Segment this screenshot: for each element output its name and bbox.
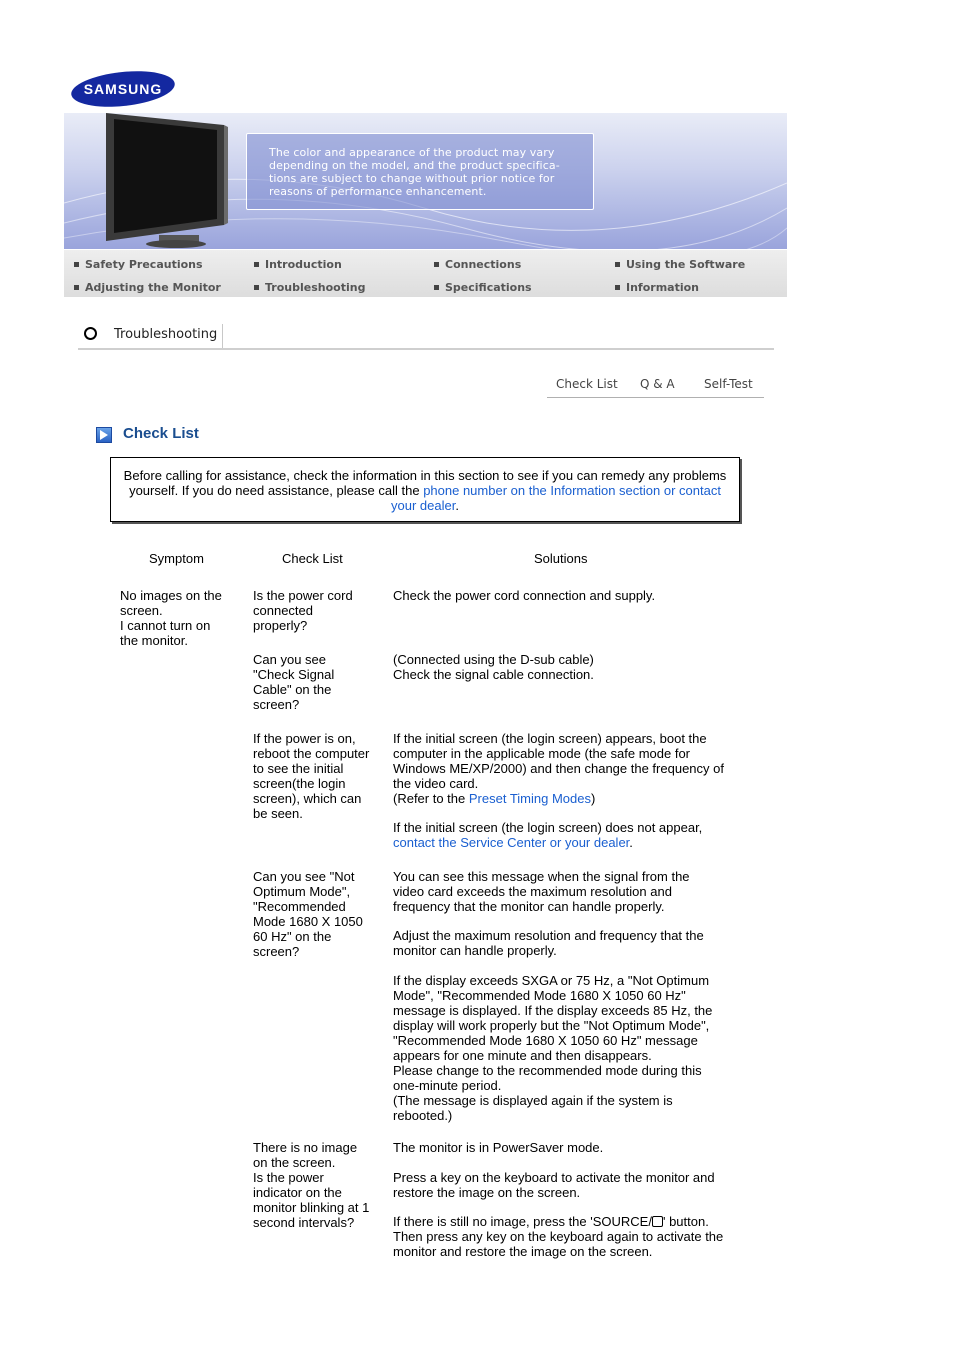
notice-line: reasons of performance enhancement.: [269, 185, 487, 198]
bullet-icon: [74, 285, 79, 290]
nav-adjusting-the-monitor[interactable]: Adjusting the Monitor: [74, 281, 221, 294]
check-item-2: Can you see "Check Signal Cable" on the screen?: [253, 652, 335, 712]
banner: [64, 113, 787, 249]
bullet-icon: [434, 285, 439, 290]
bullet-icon: [615, 262, 620, 267]
preset-timing-modes-link[interactable]: Preset Timing Modes: [468, 791, 591, 806]
solution-item-5a: The monitor is in PowerSaver mode.: [393, 1140, 604, 1155]
page-title: Check List: [123, 425, 199, 442]
bullet-icon: [254, 262, 259, 267]
check-item-5: There is no image on the screen. Is the power indicator on the monitor blinking at 1 second intervals?: [253, 1140, 370, 1230]
section-separator: [222, 324, 223, 348]
solution-item-3: If the initial screen (the login screen) appears, boot the computer in the applicable mode (the safe mode for Windows ME/XP/2000) and then change the frequency of the video card. (Refer to the Preset Timing Modes): [393, 731, 724, 806]
bullet-icon: [254, 285, 259, 290]
monitor-image: [106, 113, 228, 248]
assistance-note: [110, 457, 740, 522]
symptom-cell: No images on the screen. I cannot turn on the monitor.: [120, 588, 222, 648]
notice-line: The color and appearance of the product may vary: [269, 146, 555, 159]
solution-item-4a: You can see this message when the signal from the video card exceeds the maximum resolution and frequency that the monitor can handle properly.: [393, 869, 690, 914]
main-nav: [64, 250, 787, 297]
info-section-link[interactable]: phone number on the Information section or contact your dealer: [391, 483, 721, 513]
solution-item-1: Check the power cord connection and supply.: [393, 588, 656, 603]
check-item-3: If the power is on, reboot the computer to see the initial screen(the login screen), which can be seen.: [253, 731, 370, 821]
source-icon: [652, 1216, 663, 1227]
logo-text: SAMSUNG: [83, 81, 163, 97]
solution-item-4b: Adjust the maximum resolution and frequency that the monitor can handle properly.: [393, 928, 704, 958]
header-symptom: Symptom: [149, 551, 204, 566]
solution-item-5c: If there is still no image, press the 'SOURCE/ ' button. Then press any key on the keyboard again to activate the monitor and restore the image on the screen.: [393, 1214, 724, 1259]
nav-connections[interactable]: Connections: [434, 258, 521, 271]
note-text-end: .: [455, 498, 459, 513]
solution-item-5b: Press a key on the keyboard to activate the monitor and restore the image on the screen.: [393, 1170, 715, 1200]
header-check-list: Check List: [282, 551, 343, 566]
header-solutions: Solutions: [534, 551, 588, 566]
solution-item-4c: If the display exceeds SXGA or 75 Hz, a "Not Optimum Mode", "Recommended Mode 1680 X 1050 60 Hz" message is displayed. If the display exceeds 85 Hz, the display will work properly but the "Not Optimum Mode", "Recommended Mode 1680 X 1050 60 Hz" message appears for one minute and then disappears. Please change to the recommended mode during this one-minute period. (The message is displayed again if the system is rebooted.): [393, 973, 713, 1123]
tab-qa[interactable]: Q & A: [640, 377, 675, 391]
nav-using-the-software[interactable]: Using the Software: [615, 258, 745, 271]
nav-troubleshooting[interactable]: Troubleshooting: [254, 281, 365, 294]
tab-self-test[interactable]: Self-Test: [704, 377, 753, 391]
check-item-4: Can you see "Not Optimum Mode", "Recommended Mode 1680 X 1050 60 Hz" on the screen?: [253, 869, 363, 959]
service-center-link[interactable]: contact the Service Center or your dealer: [393, 835, 630, 850]
bullet-icon: [615, 285, 620, 290]
note-text: Before calling for assistance, check the information in this section to see if you can remedy any problems yourself. If you do need assistance, please call the: [123, 468, 727, 498]
section-divider: [78, 348, 774, 350]
nav-information[interactable]: Information: [615, 281, 699, 294]
notice-line: depending on the model, and the product specifica-: [269, 159, 560, 172]
notice-line: tions are subject to change without prior notice for: [269, 172, 555, 185]
nav-safety-precautions[interactable]: Safety Precautions: [74, 258, 203, 271]
bullet-icon: [434, 262, 439, 267]
solution-item-3b: If the initial screen (the login screen) does not appear, contact the Service Center or your dealer.: [393, 820, 703, 850]
play-arrow-icon: [96, 427, 112, 443]
check-item-1: Is the power cord connected properly?: [253, 588, 353, 633]
tab-underline: [547, 397, 764, 398]
tab-check-list[interactable]: Check List: [556, 377, 618, 391]
section-circle-icon: [84, 327, 97, 340]
nav-specifications[interactable]: Specifications: [434, 281, 532, 294]
nav-introduction[interactable]: Introduction: [254, 258, 342, 271]
notice-box: [246, 133, 594, 210]
solution-item-2: (Connected using the D-sub cable) Check the signal cable connection.: [393, 652, 594, 682]
bullet-icon: [74, 262, 79, 267]
section-title: Troubleshooting: [114, 327, 218, 342]
samsung-logo: [70, 70, 176, 108]
